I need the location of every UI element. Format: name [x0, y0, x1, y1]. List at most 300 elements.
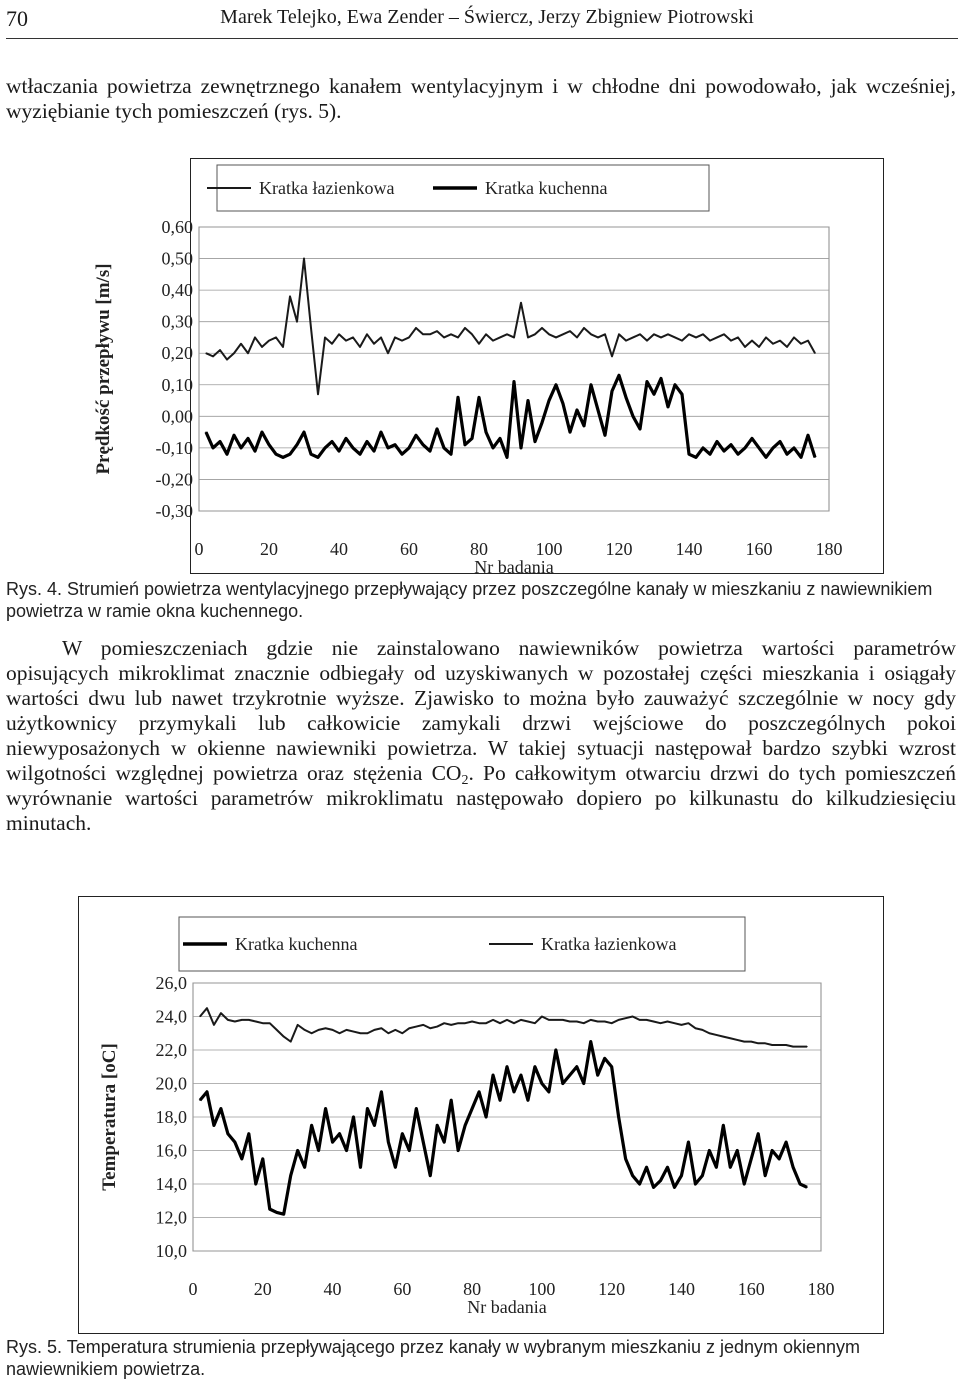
data-point: [254, 450, 255, 451]
data-point: [464, 327, 465, 328]
data-point: [709, 1150, 710, 1151]
data-point: [430, 1028, 431, 1029]
data-point: [604, 334, 605, 335]
data-point: [541, 1083, 542, 1084]
data-point: [206, 1008, 207, 1009]
data-point: [625, 340, 626, 341]
data-point: [660, 337, 661, 338]
data-point: [688, 1142, 689, 1143]
data-point: [779, 441, 780, 442]
data-point: [269, 1209, 270, 1210]
data-point: [233, 435, 234, 436]
data-point: [576, 337, 577, 338]
data-point: [241, 1019, 242, 1020]
data-point: [388, 1033, 389, 1034]
data-point: [730, 340, 731, 341]
data-point: [744, 346, 745, 347]
data-point: [625, 1018, 626, 1019]
data-point: [583, 425, 584, 426]
figure-5-caption: Rys. 5. Temperatura strumienia przepływającego przez kanały w wybranym mieszkaniu z jednym okiennym nawiewnikiem powietrza.: [6, 1337, 861, 1379]
data-point: [478, 343, 479, 344]
data-point: [765, 457, 766, 458]
data-point: [513, 381, 514, 382]
data-point: [290, 1175, 291, 1176]
figure-4-chart: [93, 159, 883, 577]
data-point: [772, 447, 773, 448]
data-point: [807, 435, 808, 436]
data-point: [360, 1033, 361, 1034]
data-point: [499, 438, 500, 439]
data-point: [437, 1026, 438, 1027]
data-point: [653, 1187, 654, 1188]
data-point: [359, 454, 360, 455]
data-point: [227, 1133, 228, 1134]
x-tick-label: 40: [323, 1279, 342, 1299]
data-point: [437, 1125, 438, 1126]
y-tick-label: 0,10: [161, 374, 193, 395]
data-point: [492, 1075, 493, 1076]
data-point: [317, 394, 318, 395]
legend-label: Kratka kuchenna: [235, 934, 358, 954]
data-point: [338, 450, 339, 451]
data-point: [366, 334, 367, 335]
data-point: [429, 334, 430, 335]
data-point: [276, 1029, 277, 1030]
data-point: [660, 1023, 661, 1024]
data-point: [646, 1019, 647, 1020]
data-point: [262, 1023, 263, 1024]
data-point: [611, 1066, 612, 1067]
data-point: [562, 403, 563, 404]
data-point: [814, 353, 815, 354]
data-point: [408, 337, 409, 338]
y-axis-label: Prędkość przepływu [m/s]: [93, 263, 114, 475]
data-point: [311, 1033, 312, 1034]
x-tick-label: 40: [330, 539, 348, 559]
data-point: [374, 1029, 375, 1030]
data-point: [786, 1044, 787, 1045]
data-point: [331, 343, 332, 344]
data-point: [485, 1023, 486, 1024]
data-point: [674, 1023, 675, 1024]
x-tick-label: 180: [815, 539, 843, 559]
data-point: [576, 409, 577, 410]
data-point: [374, 1125, 375, 1126]
data-point: [737, 1039, 738, 1040]
data-point: [409, 1028, 410, 1029]
data-point: [758, 1043, 759, 1044]
data-point: [744, 447, 745, 448]
data-point: [702, 447, 703, 448]
data-point: [806, 1187, 807, 1188]
legend-label: Kratka łazienkowa: [259, 178, 395, 198]
data-point: [695, 1028, 696, 1029]
data-point: [744, 1183, 745, 1184]
data-point: [234, 1021, 235, 1022]
data-point: [345, 438, 346, 439]
data-point: [451, 1024, 452, 1025]
x-axis-label: Nr badania: [467, 1297, 547, 1317]
data-point: [415, 327, 416, 328]
data-point: [247, 353, 248, 354]
data-point: [492, 447, 493, 448]
data-point: [220, 1108, 221, 1109]
data-point: [485, 334, 486, 335]
y-tick-label: 22,0: [155, 1040, 187, 1060]
data-point: [569, 1021, 570, 1022]
data-point: [395, 1029, 396, 1030]
data-point: [310, 327, 311, 328]
data-point: [779, 1158, 780, 1159]
data-point: [681, 394, 682, 395]
data-point: [268, 340, 269, 341]
data-point: [786, 454, 787, 455]
data-point: [381, 1091, 382, 1092]
data-point: [443, 447, 444, 448]
data-point: [513, 337, 514, 338]
data-point: [248, 1019, 249, 1020]
data-point: [667, 1021, 668, 1022]
data-point: [492, 1019, 493, 1020]
data-point: [346, 1029, 347, 1030]
x-tick-label: 140: [667, 1279, 695, 1299]
y-tick-label: -0,30: [155, 501, 193, 521]
data-point: [520, 1019, 521, 1020]
data-point: [681, 340, 682, 341]
x-tick-label: 80: [463, 1279, 482, 1299]
data-point: [653, 394, 654, 395]
data-point: [408, 447, 409, 448]
data-point: [465, 1125, 466, 1126]
data-point: [590, 1041, 591, 1042]
x-tick-label: 80: [470, 539, 488, 559]
body-paragraph-text-1: W pomieszczeniach gdzie nie zainstalowano nawiewników powietrza wartości parametrów opisujących mikroklimat znacznie odbiegały od uzyskiwanych w pozostałej części mieszkania i osiągały wartości dwu lub nawet trzykrotnie wyższe. Zjawisko to można było zauważyć szczególnie w nocy gdy użytkownicy przymykali lub całkowicie zamykali drzwi wejściowe do poszczególnych pokoi niewyposażonych w okienne nawiewniki powietrza. W takiej sytuacji następował bardzo szybki wzrost wilgotności względnej powietrza oraz stężenia CO: [6, 636, 956, 785]
data-point: [346, 1150, 347, 1151]
data-point: [359, 346, 360, 347]
data-point: [541, 422, 542, 423]
data-point: [779, 340, 780, 341]
data-point: [457, 397, 458, 398]
data-point: [520, 302, 521, 303]
data-point: [604, 435, 605, 436]
data-point: [695, 1183, 696, 1184]
data-point: [695, 457, 696, 458]
data-point: [639, 1183, 640, 1184]
running-header: [6, 4, 956, 34]
data-point: [199, 1016, 200, 1017]
data-point: [373, 343, 374, 344]
data-point: [303, 258, 304, 259]
data-point: [240, 343, 241, 344]
data-point: [723, 1125, 724, 1126]
x-tick-label: 160: [745, 539, 773, 559]
data-point: [737, 337, 738, 338]
data-point: [765, 337, 766, 338]
data-point: [702, 1175, 703, 1176]
data-point: [688, 1023, 689, 1024]
data-point: [646, 1167, 647, 1168]
data-point: [814, 457, 815, 458]
data-point: [772, 1150, 773, 1151]
data-point: [506, 334, 507, 335]
data-point: [352, 337, 353, 338]
data-point: [576, 1066, 577, 1067]
data-point: [632, 1016, 633, 1017]
data-point: [255, 1183, 256, 1184]
x-tick-label: 20: [260, 539, 278, 559]
data-point: [332, 1142, 333, 1143]
data-point: [360, 1167, 361, 1168]
data-point: [212, 356, 213, 357]
data-point: [436, 331, 437, 332]
data-point: [786, 1142, 787, 1143]
data-point: [465, 1023, 466, 1024]
data-point: [611, 1023, 612, 1024]
data-point: [688, 334, 689, 335]
data-point: [527, 400, 528, 401]
data-point: [597, 337, 598, 338]
data-point: [219, 349, 220, 350]
data-point: [527, 1100, 528, 1101]
data-point: [758, 346, 759, 347]
data-point: [353, 1116, 354, 1117]
data-point: [737, 1150, 738, 1151]
data-point: [430, 1175, 431, 1176]
data-point: [674, 1187, 675, 1188]
data-point: [590, 384, 591, 385]
data-point: [674, 337, 675, 338]
data-point: [381, 1028, 382, 1029]
data-point: [695, 337, 696, 338]
data-point: [562, 1019, 563, 1020]
x-tick-label: 120: [598, 1279, 626, 1299]
data-point: [527, 1021, 528, 1022]
figure-5-chart: [79, 897, 883, 1333]
data-point: [555, 337, 556, 338]
data-point: [618, 334, 619, 335]
data-point: [458, 1150, 459, 1151]
series-line: [200, 1042, 807, 1215]
data-point: [765, 1043, 766, 1044]
data-point: [660, 378, 661, 379]
data-point: [758, 447, 759, 448]
data-point: [423, 1142, 424, 1143]
data-point: [380, 337, 381, 338]
data-point: [317, 457, 318, 458]
data-point: [604, 1021, 605, 1022]
data-point: [646, 381, 647, 382]
data-point: [492, 340, 493, 341]
data-point: [506, 457, 507, 458]
data-point: [583, 1083, 584, 1084]
data-point: [499, 337, 500, 338]
header-rule: [6, 38, 958, 39]
y-tick-label: 0,00: [161, 406, 193, 427]
data-point: [304, 1167, 305, 1168]
data-point: [234, 1142, 235, 1143]
data-point: [611, 356, 612, 357]
data-point: [472, 1021, 473, 1022]
series-line: [200, 1008, 807, 1047]
y-tick-label: 20,0: [155, 1073, 187, 1094]
data-point: [352, 447, 353, 448]
data-point: [653, 334, 654, 335]
data-point: [282, 346, 283, 347]
data-point: [394, 444, 395, 445]
y-tick-label: 0,20: [161, 343, 193, 364]
data-point: [283, 1214, 284, 1215]
data-point: [800, 457, 801, 458]
data-point: [261, 346, 262, 347]
data-point: [618, 375, 619, 376]
data-point: [226, 359, 227, 360]
data-point: [625, 397, 626, 398]
data-point: [660, 1180, 661, 1181]
data-point: [548, 400, 549, 401]
data-point: [464, 444, 465, 445]
page-number: 70: [6, 6, 28, 31]
data-point: [283, 1036, 284, 1037]
y-tick-label: 26,0: [155, 973, 187, 993]
data-point: [423, 1024, 424, 1025]
data-point: [311, 1125, 312, 1126]
data-point: [569, 432, 570, 433]
y-tick-label: -0,20: [155, 469, 193, 490]
data-point: [799, 1183, 800, 1184]
data-point: [779, 1044, 780, 1045]
data-point: [562, 334, 563, 335]
data-point: [429, 450, 430, 451]
data-point: [548, 1091, 549, 1092]
y-tick-label: 10,0: [155, 1241, 187, 1261]
data-point: [541, 1016, 542, 1017]
data-point: [639, 1019, 640, 1020]
data-point: [534, 1023, 535, 1024]
data-point: [282, 457, 283, 458]
data-point: [233, 353, 234, 354]
data-point: [373, 450, 374, 451]
data-point: [597, 1075, 598, 1076]
data-point: [416, 1108, 417, 1109]
data-point: [402, 1033, 403, 1034]
data-point: [716, 1167, 717, 1168]
data-point: [296, 321, 297, 322]
data-point: [597, 409, 598, 410]
x-tick-label: 180: [807, 1279, 835, 1299]
data-point: [485, 1116, 486, 1117]
data-point: [227, 1019, 228, 1020]
data-point: [269, 1023, 270, 1024]
data-point: [534, 334, 535, 335]
data-point: [472, 1108, 473, 1109]
data-point: [632, 337, 633, 338]
data-point: [303, 432, 304, 433]
data-point: [562, 1083, 563, 1084]
data-point: [555, 1019, 556, 1020]
data-point: [325, 1028, 326, 1029]
data-point: [534, 441, 535, 442]
data-point: [681, 1024, 682, 1025]
data-point: [422, 334, 423, 335]
legend-label: Kratka łazienkowa: [541, 934, 677, 954]
data-point: [799, 1046, 800, 1047]
data-point: [458, 1023, 459, 1024]
data-point: [520, 1075, 521, 1076]
data-point: [646, 340, 647, 341]
data-point: [443, 337, 444, 338]
data-point: [304, 1029, 305, 1030]
data-point: [220, 1013, 221, 1014]
data-point: [548, 334, 549, 335]
data-point: [471, 334, 472, 335]
data-point: [667, 1167, 668, 1168]
body-paragraph-text-2: . Po całkowitym otwarciu drzwi do tych pomieszczeń wyrównanie wartości parametrów mikroklimatu następowało dopiero po kilkunastu do kilkudziesięciu minutach.: [6, 761, 956, 835]
data-point: [737, 454, 738, 455]
data-point: [751, 1158, 752, 1159]
data-point: [751, 1041, 752, 1042]
data-point: [226, 454, 227, 455]
data-point: [499, 1100, 500, 1101]
data-point: [772, 1044, 773, 1045]
data-point: [793, 447, 794, 448]
data-point: [667, 406, 668, 407]
data-point: [792, 1167, 793, 1168]
data-point: [674, 384, 675, 385]
data-point: [723, 450, 724, 451]
data-point: [583, 1023, 584, 1024]
data-point: [618, 1116, 619, 1117]
data-point: [772, 343, 773, 344]
data-point: [409, 1150, 410, 1151]
data-point: [213, 1125, 214, 1126]
data-point: [506, 1019, 507, 1020]
data-point: [716, 337, 717, 338]
x-tick-label: 140: [675, 539, 703, 559]
data-point: [751, 438, 752, 439]
data-point: [806, 1046, 807, 1047]
data-point: [401, 454, 402, 455]
data-point: [716, 441, 717, 442]
data-point: [318, 1029, 319, 1030]
data-point: [332, 1029, 333, 1030]
y-tick-label: 12,0: [155, 1207, 187, 1228]
data-point: [444, 1023, 445, 1024]
x-tick-label: 20: [253, 1279, 272, 1299]
data-point: [590, 334, 591, 335]
data-point: [275, 454, 276, 455]
data-point: [548, 1019, 549, 1020]
data-point: [702, 1029, 703, 1030]
data-point: [387, 353, 388, 354]
data-point: [367, 1033, 368, 1034]
data-point: [800, 343, 801, 344]
data-point: [310, 454, 311, 455]
data-point: [569, 1075, 570, 1076]
data-point: [758, 1133, 759, 1134]
y-tick-label: 0,60: [161, 217, 193, 237]
data-point: [534, 1066, 535, 1067]
authors-line: Marek Telejko, Ewa Zender – Świercz, Jerzy Zbigniew Piotrowski: [220, 6, 754, 28]
data-point: [395, 1167, 396, 1168]
data-point: [478, 397, 479, 398]
data-point: [416, 1026, 417, 1027]
data-point: [444, 1142, 445, 1143]
data-point: [290, 1041, 291, 1042]
data-point: [289, 296, 290, 297]
data-point: [276, 1212, 277, 1213]
data-point: [667, 334, 668, 335]
x-axis-label: Nr badania: [474, 557, 554, 577]
